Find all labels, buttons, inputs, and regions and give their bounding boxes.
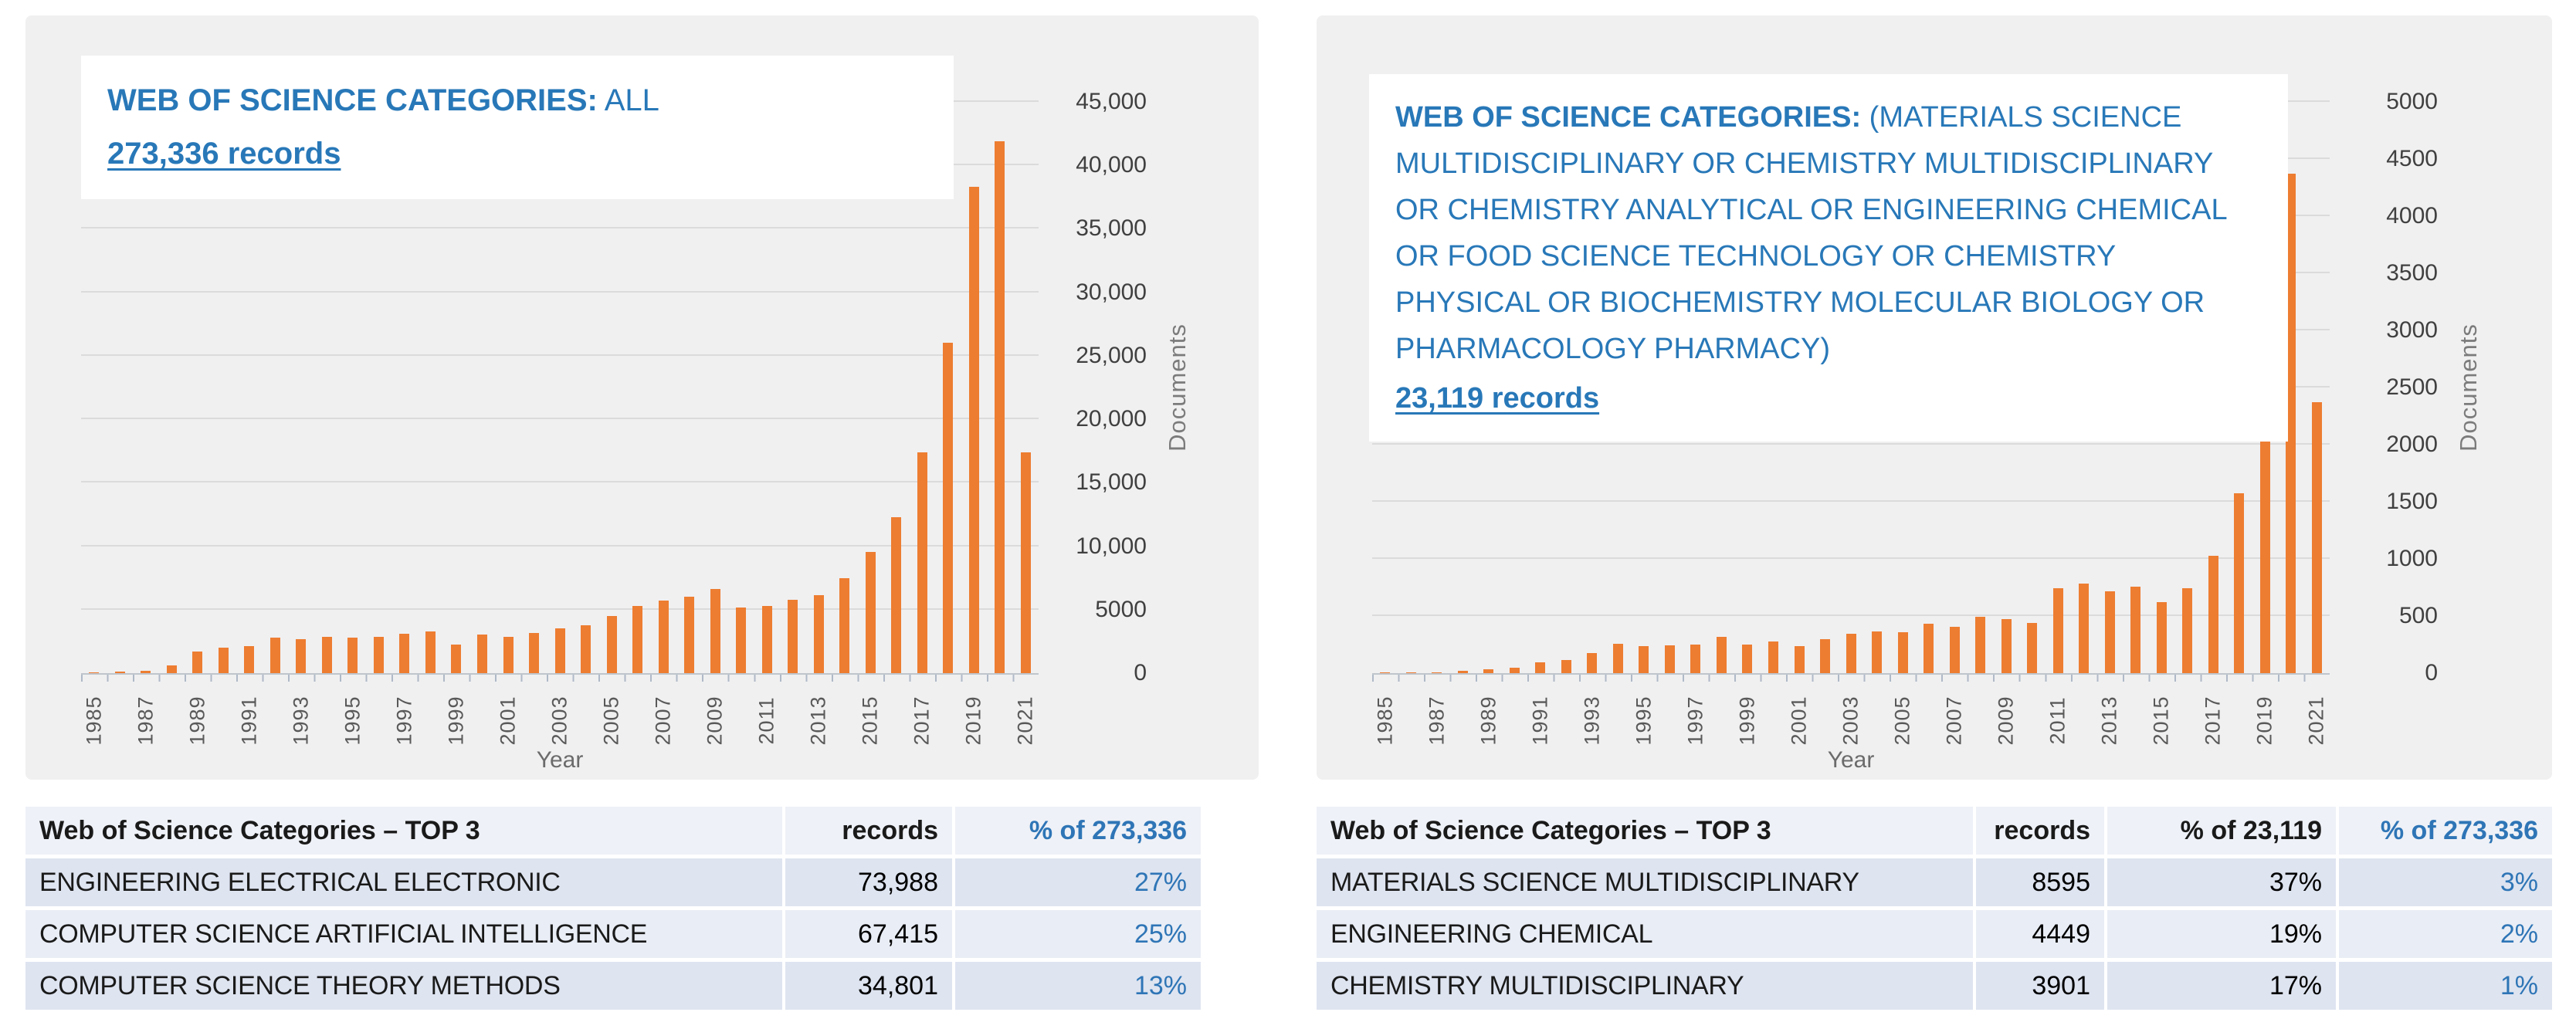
bar-2002 xyxy=(529,633,539,673)
bar-slot-2004 xyxy=(1864,631,1890,673)
bar-slot-2001 xyxy=(1786,646,1812,673)
y-tick-label: 40,000 xyxy=(1076,152,1147,178)
table-row xyxy=(25,962,1201,1010)
bar-slot-1996 xyxy=(1657,645,1683,673)
bar-slot-2016 xyxy=(2174,588,2201,673)
bar-slot-2014 xyxy=(2123,587,2149,673)
bar-slot-1990 xyxy=(211,648,237,673)
bar-2010 xyxy=(2027,623,2037,673)
year-tick-label: 1995 xyxy=(1632,696,1656,746)
bar-2011 xyxy=(762,606,772,673)
y-tick-label: 4500 xyxy=(2386,146,2438,171)
value-cell: 73,988 xyxy=(782,858,952,906)
year-tick-label: 2009 xyxy=(1994,696,2018,746)
bar-slot-2018 xyxy=(2226,493,2252,673)
y-tick-label: 15,000 xyxy=(1076,469,1147,496)
value-cell: 19% xyxy=(2104,910,2336,958)
bar-slot-2000 xyxy=(1761,641,1787,673)
bar-2012 xyxy=(2079,584,2089,673)
records-link[interactable]: 273,336 records xyxy=(107,136,341,171)
bar-slot-1995 xyxy=(1631,646,1657,673)
year-tick-label: 2021 xyxy=(1013,696,1037,746)
bar-2005 xyxy=(607,616,617,673)
bar-2002 xyxy=(1820,639,1830,673)
bar-1991 xyxy=(244,646,254,673)
x-axis-title-text: Year xyxy=(536,747,584,773)
bar-1993 xyxy=(296,639,306,673)
table-row xyxy=(25,910,1201,958)
year-tick-label: 1997 xyxy=(1683,696,1707,746)
bar-slot-1999 xyxy=(443,645,469,673)
bar-slot-1994 xyxy=(314,637,341,673)
bar-2003 xyxy=(1846,634,1856,673)
y-tick-label: 3000 xyxy=(2386,317,2438,343)
year-tick-label: 1999 xyxy=(444,696,468,746)
x-axis-title xyxy=(81,747,1039,773)
y-tick-label: 5000 xyxy=(2386,89,2438,114)
y-tick-label: 500 xyxy=(2398,603,2438,628)
year-tick-label: 2001 xyxy=(1787,696,1811,746)
value-cell: 34,801 xyxy=(782,962,952,1010)
bar-1995 xyxy=(347,638,358,673)
bar-2019 xyxy=(969,187,979,673)
x-axis-title-text: Year xyxy=(1827,747,1875,773)
bar-1996 xyxy=(374,637,384,673)
y-tick-label: 25,000 xyxy=(1076,342,1147,368)
bar-slot-2012 xyxy=(2071,584,2097,673)
bar-slot-1996 xyxy=(366,637,392,673)
bar-slot-2020 xyxy=(987,141,1013,673)
y-tick-label: 2500 xyxy=(2386,374,2438,400)
infobox-criteria: ALL xyxy=(604,83,659,117)
bar-slot-2009 xyxy=(1993,619,2019,673)
records-link[interactable]: 23,119 records xyxy=(1395,382,1600,415)
bar-2004 xyxy=(581,625,591,673)
year-tick-label: 2011 xyxy=(2046,696,2069,745)
value-cell: 17% xyxy=(2104,962,2336,1010)
bar-2005 xyxy=(1898,632,1908,673)
category-cell: ENGINEERING ELECTRICAL ELECTRONIC xyxy=(39,867,561,897)
infobox-text xyxy=(107,76,927,126)
year-tick-label: 2007 xyxy=(1942,696,1966,746)
bar-2009 xyxy=(2001,619,2012,673)
y-axis-title xyxy=(2444,102,2493,673)
year-tick-label: 2003 xyxy=(547,696,571,746)
value-cell: 37% xyxy=(2104,858,2336,906)
bar-slot-2010 xyxy=(728,608,754,674)
bar-2017 xyxy=(917,452,927,673)
bar-1998 xyxy=(425,631,436,673)
category-cell: COMPUTER SCIENCE THEORY METHODS xyxy=(39,970,561,1000)
bar-slot-1991 xyxy=(1527,662,1554,673)
bar-slot-1994 xyxy=(1605,644,1632,673)
bar-2017 xyxy=(2208,556,2218,673)
bar-2009 xyxy=(710,589,720,673)
value-cell: 13% xyxy=(952,962,1201,1010)
bar-slot-2017 xyxy=(2201,556,2227,673)
year-tick-label: 1991 xyxy=(237,696,261,746)
bar-2007 xyxy=(659,601,669,673)
bar-slot-2000 xyxy=(469,635,496,673)
y-axis-title xyxy=(1153,102,1202,673)
bar-2011 xyxy=(2053,588,2063,673)
value-cell: 4449 xyxy=(1973,910,2104,958)
year-tick-label: 1991 xyxy=(1528,696,1552,746)
bar-2016 xyxy=(2182,588,2192,673)
bar-slot-2011 xyxy=(2045,588,2071,673)
bar-2003 xyxy=(555,628,565,673)
bar-slot-2013 xyxy=(805,595,832,673)
chart-panel-all-categories xyxy=(25,15,1259,780)
bar-slot-2015 xyxy=(2148,602,2174,673)
bar-2010 xyxy=(736,608,746,674)
value-cell: 3901 xyxy=(1973,962,2104,1010)
column-header-pct-of-subset: % of 23,119 xyxy=(2104,807,2336,855)
y-tick-label: 0 xyxy=(2425,660,2438,685)
bar-slot-1988 xyxy=(159,665,185,673)
year-tick-label: 1999 xyxy=(1735,696,1759,746)
category-cell: ENGINEERING CHEMICAL xyxy=(1330,919,1653,949)
bar-slot-2019 xyxy=(961,187,988,673)
bar-slot-1998 xyxy=(1709,637,1735,673)
bar-2013 xyxy=(2105,591,2115,673)
year-tick-label: 1985 xyxy=(82,696,106,746)
column-header-categories: Web of Science Categories – TOP 3 xyxy=(1330,815,1771,845)
bar-slot-2006 xyxy=(1916,624,1942,673)
year-tick-label: 2005 xyxy=(599,696,623,746)
chart-panel-chemistry-subset xyxy=(1317,15,2552,780)
column-header-pct-of-total: % of 273,336 xyxy=(952,807,1201,855)
year-tick-label: 1989 xyxy=(1476,696,1500,746)
bar-slot-1992 xyxy=(263,638,289,673)
infobox-heading: WEB OF SCIENCE CATEGORIES: xyxy=(1395,101,1862,134)
bar-slot-1989 xyxy=(185,652,211,673)
bar-slot-2007 xyxy=(650,601,676,673)
bar-1994 xyxy=(1613,644,1623,673)
infobox-criteria: (MATERIALS SCIENCE MULTIDISCIPLINARY OR CHEMISTRY MULTIDISCIPLINARY OR CHEMISTRY ANALYTICAL OR ENGINEERING CHEMICAL OR FOOD SCIENCE TECHNOLOGY OR CHEMISTRY PHYSICAL OR BIOCHEMISTRY MOLECULAR BIOLOGY OR PHARMACOLOGY PHARMACY) xyxy=(1395,101,2227,366)
year-tick-label: 2015 xyxy=(858,696,882,746)
bar-slot-2007 xyxy=(1941,627,1968,673)
y-tick-label: 4000 xyxy=(2386,203,2438,228)
value-cell: 27% xyxy=(952,858,1201,906)
bar-1994 xyxy=(322,637,332,673)
year-tick-label: 2011 xyxy=(754,696,778,745)
y-tick-label: 5000 xyxy=(1095,596,1147,622)
bar-slot-2005 xyxy=(598,616,625,673)
bar-2014 xyxy=(2130,587,2140,673)
category-cell: MATERIALS SCIENCE MULTIDISCIPLINARY xyxy=(1330,867,1859,897)
right-column xyxy=(1317,15,2552,1014)
x-axis-title xyxy=(1372,747,2330,773)
bar-slot-2016 xyxy=(883,517,910,673)
top3-table-chemistry-subset xyxy=(1317,803,2552,1014)
bar-2001 xyxy=(1795,646,1805,673)
bar-2015 xyxy=(866,552,876,673)
bar-slot-2003 xyxy=(1838,634,1864,673)
column-header-categories: Web of Science Categories – TOP 3 xyxy=(39,815,480,845)
bar-1997 xyxy=(399,634,409,673)
y-axis-title-text: Documents xyxy=(1164,323,1191,452)
bar-slot-2015 xyxy=(857,552,883,673)
year-tick-label: 1995 xyxy=(341,696,364,746)
bar-slot-2003 xyxy=(547,628,573,673)
bar-slot-2006 xyxy=(625,606,651,673)
bar-2018 xyxy=(2234,493,2244,673)
bar-2000 xyxy=(1768,641,1778,673)
bar-slot-2013 xyxy=(2096,591,2123,673)
y-tick-label: 3500 xyxy=(2386,260,2438,286)
table-header-row xyxy=(1317,807,2552,855)
bar-1991 xyxy=(1535,662,1545,673)
bar-2008 xyxy=(1975,617,1985,673)
year-tick-label: 2019 xyxy=(2252,696,2276,746)
bar-slot-2004 xyxy=(573,625,599,673)
column-header-records: records xyxy=(782,807,952,855)
bar-slot-2017 xyxy=(910,452,936,673)
bar-1992 xyxy=(1561,660,1571,673)
bar-2000 xyxy=(477,635,487,673)
bar-1988 xyxy=(167,665,177,673)
categories-infobox xyxy=(81,56,954,199)
bar-1998 xyxy=(1717,637,1727,673)
year-tick-label: 1987 xyxy=(1425,696,1449,746)
table-row xyxy=(25,858,1201,906)
bar-2012 xyxy=(788,600,798,673)
table-header-row xyxy=(25,807,1201,855)
bar-slot-1997 xyxy=(1683,645,1709,673)
year-tick-label: 2019 xyxy=(961,696,985,746)
bar-2015 xyxy=(2157,602,2167,673)
bar-2008 xyxy=(684,597,694,673)
bar-slot-2008 xyxy=(1968,617,1994,673)
y-tick-label: 30,000 xyxy=(1076,279,1147,305)
bar-slot-1997 xyxy=(391,634,418,673)
bar-2020 xyxy=(995,141,1005,673)
bar-slot-2021 xyxy=(1013,452,1039,673)
bar-slot-1991 xyxy=(236,646,263,673)
bar-1992 xyxy=(270,638,280,673)
bar-2016 xyxy=(891,517,901,673)
bar-slot-2010 xyxy=(2019,623,2046,673)
bar-1993 xyxy=(1587,653,1597,673)
year-tick-label: 2003 xyxy=(1839,696,1863,746)
table-row xyxy=(1317,962,2552,1010)
bar-slot-1993 xyxy=(1579,653,1605,673)
value-cell: 25% xyxy=(952,910,1201,958)
value-cell: 1% xyxy=(2336,962,2552,1010)
y-axis-tick-labels xyxy=(2334,89,2441,685)
bar-1997 xyxy=(1690,645,1700,673)
bar-slot-2018 xyxy=(935,343,961,673)
y-tick-label: 2000 xyxy=(2386,432,2438,457)
year-tick-label: 2017 xyxy=(2201,696,2225,746)
category-cell: COMPUTER SCIENCE ARTIFICIAL INTELLIGENCE xyxy=(39,919,648,949)
infobox-heading: WEB OF SCIENCE CATEGORIES: xyxy=(107,83,598,117)
bar-1999 xyxy=(1742,645,1752,673)
bar-slot-1999 xyxy=(1734,645,1761,673)
bar-slot-2008 xyxy=(676,597,703,673)
year-tick-label: 1993 xyxy=(289,696,313,746)
bar-slot-2011 xyxy=(754,606,780,673)
year-tick-label: 2001 xyxy=(496,696,520,746)
categories-infobox xyxy=(1369,74,2288,442)
bar-2001 xyxy=(503,637,514,673)
value-cell: 2% xyxy=(2336,910,2552,958)
year-tick-label: 2017 xyxy=(910,696,934,746)
left-column xyxy=(25,15,1259,1014)
bar-2013 xyxy=(814,595,824,673)
bar-2004 xyxy=(1872,631,1882,673)
year-tick-label: 1989 xyxy=(185,696,209,746)
bar-slot-1998 xyxy=(418,631,444,673)
value-cell: 3% xyxy=(2336,858,2552,906)
y-tick-label: 45,000 xyxy=(1076,89,1147,114)
bar-slot-2001 xyxy=(495,637,521,673)
bar-2006 xyxy=(632,606,642,673)
bar-1996 xyxy=(1665,645,1675,673)
value-cell: 8595 xyxy=(1973,858,2104,906)
bar-slot-2002 xyxy=(521,633,547,673)
year-tick-label: 1993 xyxy=(1580,696,1604,746)
bar-slot-2009 xyxy=(702,589,728,673)
category-cell: CHEMISTRY MULTIDISCIPLINARY xyxy=(1330,970,1744,1000)
y-tick-label: 10,000 xyxy=(1076,533,1147,559)
year-tick-label: 2013 xyxy=(806,696,830,746)
bar-slot-1995 xyxy=(340,638,366,673)
y-tick-label: 1500 xyxy=(2386,489,2438,514)
bar-2018 xyxy=(943,343,953,673)
bar-2021 xyxy=(2312,402,2322,673)
year-tick-label: 1987 xyxy=(134,696,158,746)
value-cell: 67,415 xyxy=(782,910,952,958)
year-tick-label: 2013 xyxy=(2097,696,2121,746)
y-tick-label: 0 xyxy=(1134,660,1147,685)
year-tick-label: 2015 xyxy=(2149,696,2173,746)
column-header-records: records xyxy=(1973,807,2104,855)
bar-1990 xyxy=(1510,668,1520,673)
bar-1999 xyxy=(451,645,461,673)
bar-slot-1993 xyxy=(288,639,314,673)
bar-slot-2021 xyxy=(2304,402,2330,673)
column-header-pct-of-total: % of 273,336 xyxy=(2336,807,2552,855)
bar-1995 xyxy=(1639,646,1649,673)
infobox-text xyxy=(1395,94,2262,372)
table-row xyxy=(1317,858,2552,906)
y-axis-title-text: Documents xyxy=(2455,323,2483,452)
year-tick-label: 2009 xyxy=(703,696,727,746)
y-axis-tick-labels xyxy=(1043,89,1150,685)
bar-2021 xyxy=(1021,452,1031,673)
y-tick-label: 20,000 xyxy=(1076,406,1147,432)
top3-table-all-categories xyxy=(25,803,1201,1014)
bar-1989 xyxy=(192,652,202,673)
bar-slot-1992 xyxy=(1554,660,1580,673)
y-tick-label: 35,000 xyxy=(1076,215,1147,242)
bar-1990 xyxy=(219,648,229,673)
bar-slot-2002 xyxy=(1812,639,1839,673)
bar-slot-2012 xyxy=(780,600,806,673)
year-tick-label: 2021 xyxy=(2304,696,2328,746)
bar-2014 xyxy=(839,578,849,673)
bar-slot-2014 xyxy=(832,578,858,673)
year-tick-label: 2005 xyxy=(1890,696,1914,746)
year-tick-label: 2007 xyxy=(651,696,675,746)
table-row xyxy=(1317,910,2552,958)
bar-2007 xyxy=(1950,627,1960,673)
bar-slot-2005 xyxy=(1890,632,1916,673)
year-tick-label: 1997 xyxy=(392,696,416,746)
year-tick-label: 1985 xyxy=(1373,696,1397,746)
bar-2006 xyxy=(1924,624,1934,673)
y-tick-label: 1000 xyxy=(2386,546,2438,571)
bar-slot-1990 xyxy=(1502,668,1528,673)
